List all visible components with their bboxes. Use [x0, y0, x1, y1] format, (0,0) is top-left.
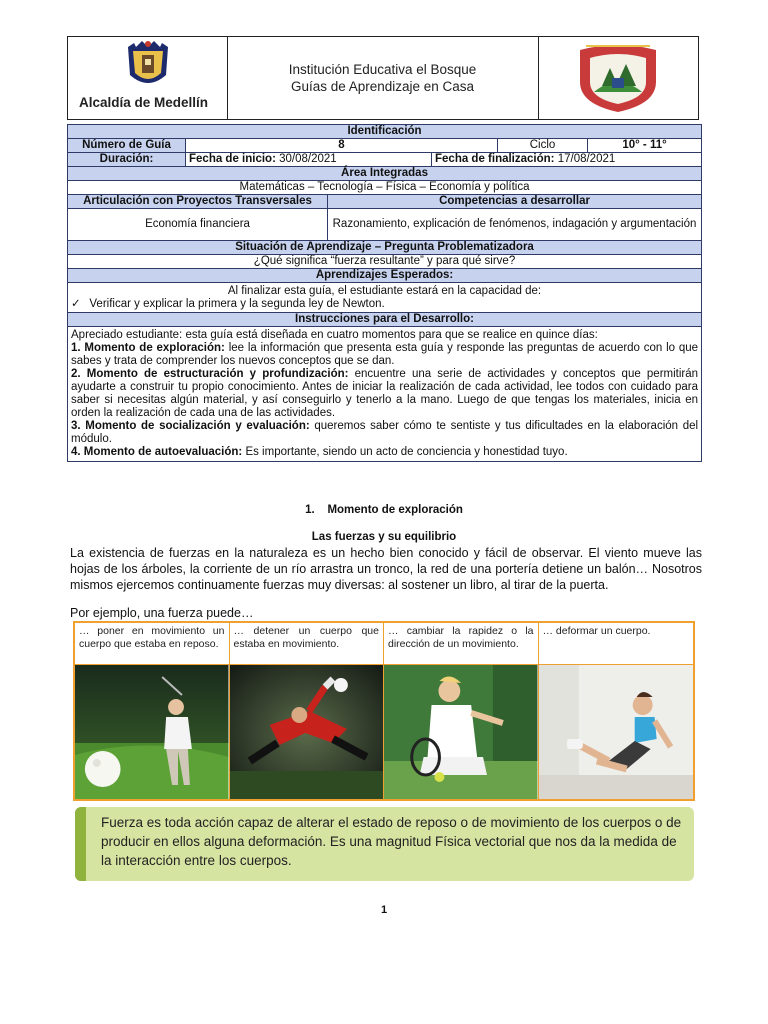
- moment-label: 1. Momento de exploración:: [71, 342, 225, 354]
- exercise-photo: [539, 665, 694, 799]
- example-caption: … cambiar la rapidez o la dirección de un movimiento.: [384, 623, 539, 665]
- alcaldia-name: Alcaldía de Medellín: [79, 95, 209, 110]
- start-date-label: Fecha de inicio:: [189, 153, 276, 165]
- instructions-intro: Apreciado estudiante: esta guía está diseñada en cuatro momentos para que se realice en quince días:: [71, 329, 598, 341]
- example-intro: Por ejemplo, una fuerza puede…: [70, 606, 254, 620]
- instructions-content: [68, 327, 702, 462]
- identification-title: Identificación: [68, 125, 702, 139]
- section-title: 1. Momento de exploración: [305, 504, 463, 516]
- moment-label: 4. Momento de autoevaluación:: [71, 446, 243, 458]
- competencies-title: Competencias a desarrollar: [328, 195, 702, 209]
- moment-3: [71, 420, 698, 446]
- projects-title: Articulación con Proyectos Transversales: [68, 195, 328, 209]
- expected-item-text: Verificar y explicar la primera y la segunda ley de Newton.: [89, 297, 385, 310]
- school-seal-icon: [572, 42, 664, 114]
- moment-text: queremos saber cómo te sentiste y tus dificultades en la elaboración del módulo.: [71, 420, 699, 445]
- moment-1: [71, 342, 698, 368]
- medellin-coat-of-arms-icon: [68, 37, 228, 97]
- instructions-title: Instrucciones para el Desarrollo:: [68, 313, 702, 327]
- golfer-photo: [75, 665, 230, 799]
- situation-question: ¿Qué significa “fuerza resultante” y para qué sirve?: [68, 255, 702, 269]
- alcaldia-logo-cell: [68, 37, 228, 119]
- example-caption: … poner en movimiento un cuerpo que estaba en reposo.: [75, 623, 230, 665]
- expected-intro: Al finalizar esta guía, el estudiante estará en la capacidad de:: [227, 284, 542, 297]
- example-caption: … detener un cuerpo que estaba en movimiento.: [230, 623, 385, 665]
- end-date-label: Fecha de finalización:: [435, 153, 555, 165]
- page-number: 1: [380, 904, 388, 916]
- tennis-player-photo: [384, 665, 539, 799]
- expected-title: Aprendizajes Esperados:: [68, 269, 702, 283]
- areas-title: Área Integradas: [68, 167, 702, 181]
- example-caption: … deformar un cuerpo.: [539, 623, 694, 665]
- force-examples-grid: [73, 621, 695, 801]
- projects-value: Economía financiera: [68, 209, 328, 241]
- moment-label: 3. Momento de socialización y evaluación:: [71, 420, 310, 432]
- intro-paragraph: La existencia de fuerzas en la naturaleza es un hecho bien conocido y fácil de observar. El viento mueve las hojas de los árboles, la corriente de un río arrastra un tronco, la red de una portería detiene un balón… Nosotros mismos ejercemos continuamente fuerzas muy diversas: al sostener un libro, al tirar de la puerta.: [70, 546, 702, 592]
- force-definition-text: Fuerza es toda acción capaz de alterar el estado de reposo o de movimiento de los cuerpos o de producir en ellos alguna deformación. Es una magnitud Física vectorial que nos da la medida de la interacción entre los cuerpos.: [101, 815, 682, 868]
- force-definition-box: [75, 807, 694, 881]
- moment-4: [71, 446, 698, 459]
- competencies-value: Razonamiento, explicación de fenómenos, indagación y argumentación: [328, 209, 702, 241]
- document-header: [67, 36, 699, 120]
- areas-value: Matemáticas – Tecnología – Física – Economía y política: [68, 181, 702, 195]
- school-seal-cell: [539, 37, 698, 119]
- moment-2: [71, 368, 698, 420]
- start-date-value: 30/08/2021: [279, 153, 337, 165]
- guide-subtitle: Guías de Aprendizaje en Casa: [290, 79, 475, 94]
- header-titles: [228, 37, 539, 119]
- identification-table: [67, 124, 702, 462]
- checkmark-icon: ✓: [71, 297, 81, 310]
- guide-number-label: Número de Guía: [68, 139, 186, 153]
- institution-name: Institución Educativa el Bosque: [288, 62, 477, 77]
- expected-content: [68, 283, 702, 313]
- end-date: [432, 153, 702, 167]
- moment-label: 2. Momento de estructuración y profundización:: [71, 368, 349, 380]
- section-subtitle: Las fuerzas y su equilibrio: [311, 531, 457, 543]
- moment-text: Es importante, siendo un acto de conciencia y honestidad tuyo.: [242, 446, 568, 458]
- moment-text: encuentre una serie de actividades y conceptos que permitirán ayudarte a construir tu propio conocimiento. Antes de iniciar la realización de cada actividad, lee todos con cuidado para saber si necesitas algún material, y así conseguirlo y tenerlo a la mano. Luego de que tengas los materiales, inicia en orden la realización de cada una de las actividades.: [71, 368, 699, 419]
- guide-number-value: 8: [186, 139, 498, 153]
- goalkeeper-photo: [230, 665, 385, 799]
- moment-text: lee la información que presenta esta guía y responde las preguntas de acuerdo con lo que sabes y trata de comprender los nuevos conceptos que se dan.: [71, 342, 699, 367]
- expected-item: [71, 298, 698, 311]
- start-date: [186, 153, 432, 167]
- end-date-value: 17/08/2021: [557, 153, 616, 165]
- cycle-value: 10° - 11°: [588, 139, 702, 153]
- cycle-label: Ciclo: [498, 139, 588, 153]
- duration-label: Duración:: [68, 153, 186, 167]
- situation-title: Situación de Aprendizaje – Pregunta Problematizadora: [68, 241, 702, 255]
